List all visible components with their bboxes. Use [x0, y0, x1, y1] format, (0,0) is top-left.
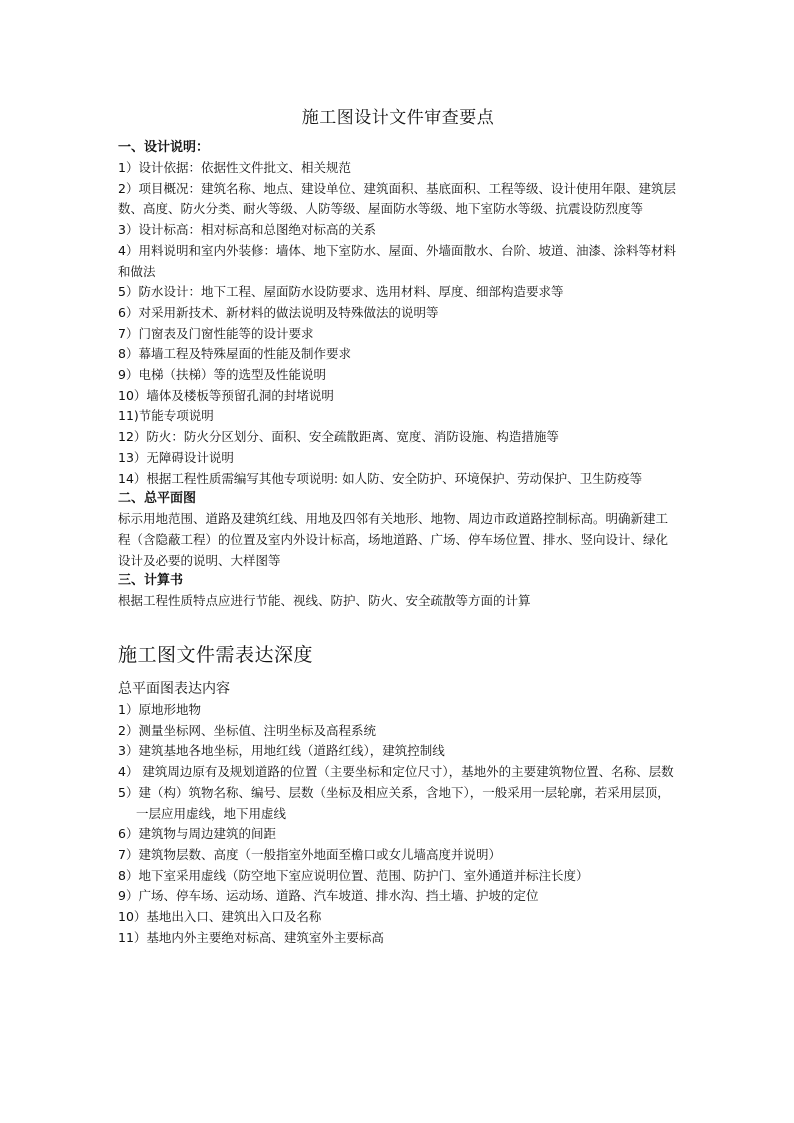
list-item: 14）根据工程性质需编写其他专项说明: 如人防、安全防护、环境保护、劳动保护、卫生防疫等 — [118, 470, 643, 486]
list-item: 2）测量坐标网、坐标值、注明坐标及高程系统 — [118, 722, 376, 738]
list-item: 6）对采用新技术、新材料的做法说明及特殊做法的说明等 — [118, 304, 439, 320]
list-item: 7）门窗表及门窗性能等的设计要求 — [118, 325, 314, 341]
list-item: 4） 建筑周边原有及规划道路的位置（主要坐标和定位尺寸），基地外的主要建筑物位置、名称、层数 — [118, 764, 674, 780]
list-item: 8）地下室采用虚线（防空地下室应说明位置、范围、防护门、室外通道并标注长度） — [118, 867, 589, 883]
list-item: 10）墙体及楼板等预留孔洞的封堵说明 — [118, 387, 334, 403]
list-item: 5）防水设计：地下工程、屋面防水设防要求、选用材料、厚度、细部构造要求等 — [118, 284, 564, 300]
list-item: 5）建（构）筑物名称、编号、层数（坐标及相应关系，含地下），一般采用一层轮廓，若采用层顶，一层应用虚线，地下用虚线 — [118, 784, 670, 821]
list-item: 8）幕墙工程及特殊屋面的性能及制作要求 — [118, 346, 351, 362]
list-item: 12）防火：防火分区划分、面积、安全疏散距离、宽度、消防设施、构造措施等 — [118, 429, 559, 445]
list-item: 9）广场、停车场、运动场、道路、汽车坡道、排水沟、挡土墙、护坡的定位 — [118, 888, 539, 904]
document-title: 施工图设计文件审查要点 — [301, 108, 495, 128]
site-plan-content-list — [118, 700, 678, 948]
site-plan-content-heading: 总平面图表达内容 — [118, 681, 230, 698]
list-item: 1）原地形地物 — [118, 702, 201, 718]
list-item: 2）项目概况：建筑名称、地点、建设单位、建筑面积、基底面积、工程等级、设计使用年限、建筑层数、高度、防火分类、耐火等级、人防等级、屋面防水等级、地下室防水等级、抗震设防烈度等 — [118, 180, 676, 217]
site-plan-description: 标示用地范围、道路及建筑红线、用地及四邻有关地形、地物、周边市政道路控制标高。明确新建工程（含隐蔽工程）的位置及室内外设计标高，场地道路、广场、停车场位置、排水、竖向设计、绿化设计及必要的说明、大样图等 — [118, 511, 669, 568]
list-item: 3）建筑基地各地坐标，用地红线（道路红线），建筑控制线 — [118, 743, 445, 759]
list-item: 3）设计标高：相对标高和总图绝对标高的关系 — [118, 222, 376, 238]
calculation-description: 根据工程性质特点应进行节能、视线、防护、防火、安全疏散等方面的计算 — [118, 593, 531, 609]
list-item: 7）建筑物层数、高度（一般指室外地面至檐口或女儿墙高度并说明） — [118, 846, 501, 862]
document-page — [118, 100, 678, 949]
list-item: 6）建筑物与周边建筑的间距 — [118, 826, 276, 842]
list-item: 1）设计依据：依据性文件批文、相关规范 — [118, 160, 351, 175]
section-design-notes-heading: 一、设计说明： — [118, 140, 210, 155]
list-item: 10）基地出入口、建筑出入口及名称 — [118, 909, 322, 925]
list-item: 11)节能专项说明 — [118, 408, 214, 424]
list-item: 11）基地内外主要绝对标高、建筑室外主要标高 — [118, 929, 384, 945]
section-site-plan-heading: 二、总平面图 — [118, 491, 197, 507]
depth-title: 施工图文件需表达深度 — [118, 644, 314, 667]
list-item: 9）电梯（扶梯）等的选型及性能说明 — [118, 367, 326, 383]
design-notes-list — [118, 158, 678, 489]
list-item: 4）用料说明和室内外装修：墙体、地下室防水、屋面、外墙面散水、台阶、坡道、油漆、涂料等材料和做法 — [118, 242, 676, 279]
section-calculation-heading: 三、计算书 — [118, 573, 184, 589]
list-item: 13）无障碍设计说明 — [118, 449, 234, 465]
